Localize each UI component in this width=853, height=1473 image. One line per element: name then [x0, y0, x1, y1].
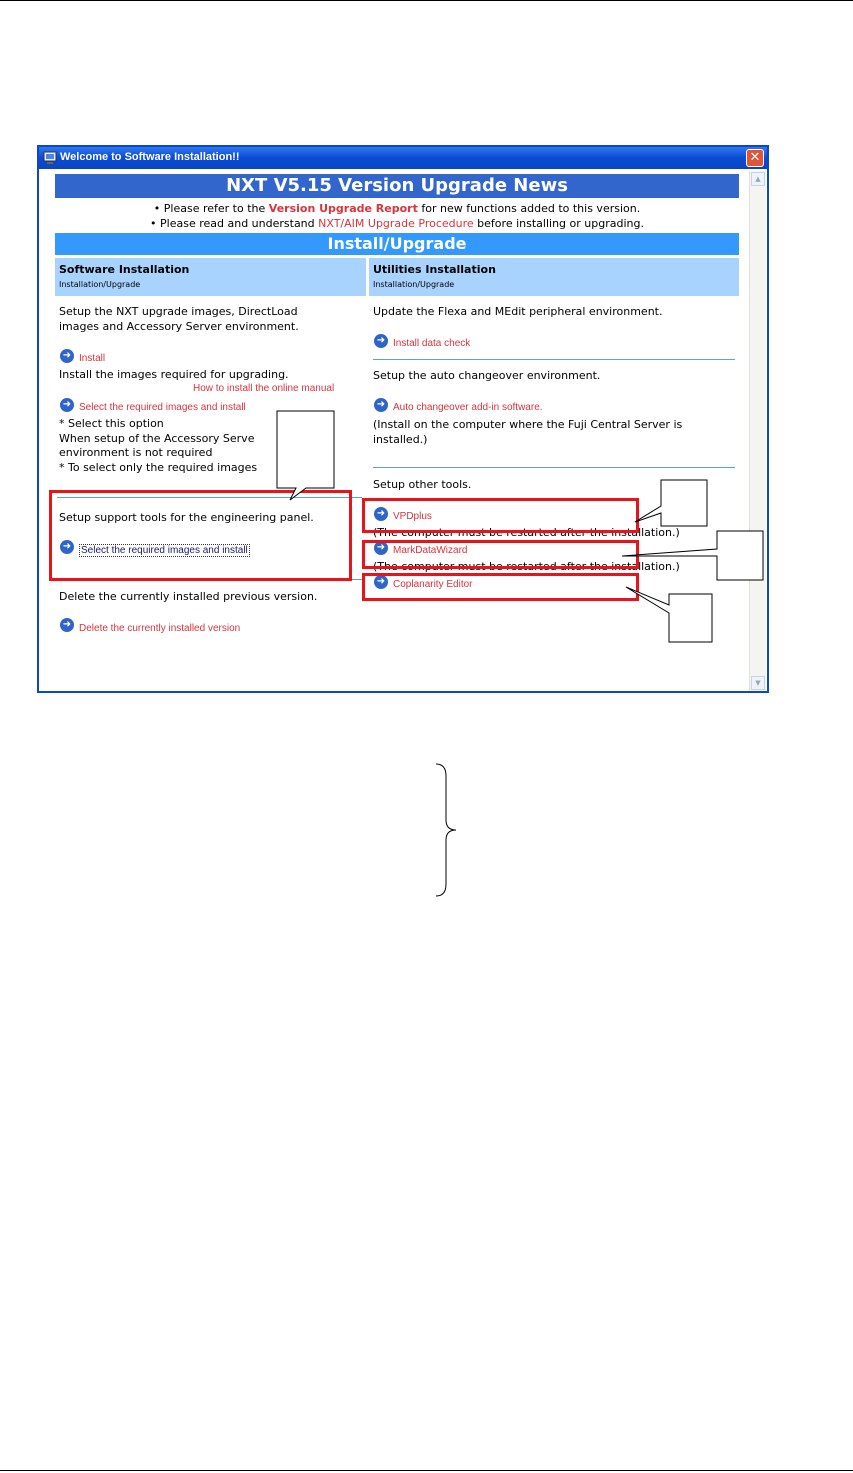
- callout-support-tools: [277, 411, 334, 500]
- arrow-icon[interactable]: ➜: [374, 334, 388, 348]
- install-desc: Install the images required for upgrading.: [59, 368, 289, 381]
- arrow-icon[interactable]: ➜: [60, 618, 74, 632]
- other-tools-desc: Setup other tools.: [373, 478, 472, 491]
- note-line-3: environment is not required: [59, 446, 213, 459]
- upgrade-procedure-link[interactable]: NXT/AIM Upgrade Procedure: [318, 217, 474, 230]
- install-upgrade-heading: Install/Upgrade: [55, 233, 739, 255]
- software-desc-1: Setup the NXT upgrade images, DirectLoad: [59, 305, 298, 318]
- install-data-check-link[interactable]: Install data check: [393, 338, 471, 349]
- utilities-installation-title: Utilities Installation: [373, 263, 496, 276]
- auto-changeover-link[interactable]: Auto changeover add-in software.: [393, 402, 543, 413]
- support-tools-link[interactable]: Select the required images and install: [81, 545, 248, 556]
- callout-coplanarity: [626, 587, 712, 642]
- news-heading: NXT V5.15 Version Upgrade News: [55, 174, 739, 198]
- close-icon[interactable]: ✕: [746, 149, 764, 167]
- delete-desc: Delete the currently installed previous version.: [59, 590, 318, 603]
- auto-changeover-note-1: (Install on the computer where the Fuji Central Server is: [373, 418, 683, 431]
- support-tools-desc: Setup support tools for the engineering panel.: [59, 511, 314, 524]
- arrow-icon[interactable]: ➜: [374, 507, 388, 521]
- arrow-icon[interactable]: ➜: [60, 398, 74, 412]
- news-line-1-post: for new functions added to this version.: [417, 202, 641, 215]
- callout-markdatawizard: [622, 531, 763, 580]
- markdatawizard-note: (The computer must be restarted after the installation.): [373, 560, 680, 573]
- scroll-up-icon[interactable]: ▲: [751, 172, 765, 186]
- coplanarity-editor-link[interactable]: Coplanarity Editor: [393, 579, 473, 590]
- bullet-dot: •: [153, 202, 164, 215]
- note-line-1: * Select this option: [59, 417, 164, 430]
- window-title: Welcome to Software Installation!!: [60, 151, 240, 163]
- select-images-link[interactable]: Select the required images and install: [79, 402, 246, 413]
- software-installation-subtitle: Installation/Upgrade: [59, 280, 141, 289]
- install-link[interactable]: Install: [79, 353, 106, 364]
- utilities-installation-subtitle: Installation/Upgrade: [373, 280, 455, 289]
- news-line-2-post: before installing or upgrading.: [473, 217, 644, 230]
- arrow-icon[interactable]: ➜: [374, 541, 388, 555]
- news-line-2-pre: Please read and understand: [160, 217, 319, 230]
- utilities-desc: Update the Flexa and MEdit peripheral environment.: [373, 305, 663, 318]
- note-line-2: When setup of the Accessory Serve: [59, 432, 255, 445]
- arrow-icon[interactable]: ➜: [60, 540, 74, 554]
- bullet-dot: •: [150, 217, 161, 230]
- bottom-rule: [0, 1470, 853, 1471]
- auto-changeover-note-2: installed.): [373, 433, 428, 446]
- vpdplus-note: (The computer must be restarted after the installation.): [373, 526, 680, 539]
- curly-brace: [436, 764, 456, 896]
- software-installation-title: Software Installation: [59, 263, 190, 276]
- vpdplus-link[interactable]: VPDplus: [393, 511, 432, 522]
- note-line-4: * To select only the required images: [59, 461, 258, 474]
- delete-version-link[interactable]: Delete the currently installed version: [79, 623, 241, 634]
- software-desc-2: images and Accessory Server environment.: [59, 320, 299, 333]
- news-line-1-pre: Please refer to the: [163, 202, 269, 215]
- auto-changeover-desc: Setup the auto changeover environment.: [373, 369, 601, 382]
- markdatawizard-link[interactable]: MarkDataWizard: [393, 545, 468, 556]
- version-upgrade-report-link[interactable]: Version Upgrade Report: [268, 202, 418, 215]
- arrow-icon[interactable]: ➜: [60, 349, 74, 363]
- arrow-icon[interactable]: ➜: [374, 575, 388, 589]
- online-manual-link[interactable]: How to install the online manual: [193, 383, 335, 394]
- arrow-icon[interactable]: ➜: [374, 398, 388, 412]
- callout-vpdplus: [635, 480, 707, 526]
- scroll-down-icon[interactable]: ▼: [751, 676, 765, 690]
